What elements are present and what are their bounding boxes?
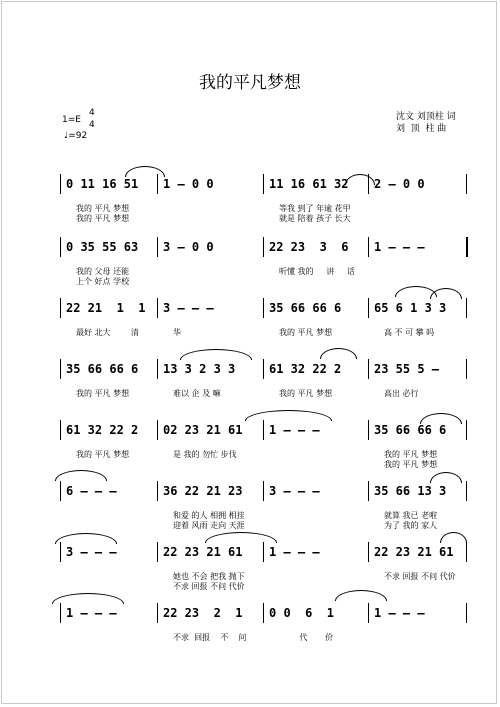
lyric-line-2: 我的 平凡 梦想 — [384, 460, 438, 469]
measure-notes: 3 – – – — [66, 545, 117, 559]
measure-notes: 6 – – – — [66, 484, 117, 498]
measure-notes: 1 – – – — [269, 545, 320, 559]
measure-notes: 02 23 21 61 — [163, 423, 243, 437]
measure-notes: 11 16 61 32 — [269, 177, 349, 191]
lyric-line-2: 我的 平凡 梦想 — [76, 214, 130, 223]
time-signature-bottom: 4 — [89, 120, 95, 130]
measure-notes: 1 – – – — [66, 606, 117, 620]
lyric-line-1: 我的 平凡 梦想 — [76, 389, 130, 398]
barline — [368, 420, 369, 440]
lyric-line-1: 她也 不会 把我 抛下 — [173, 572, 245, 581]
barline — [60, 420, 61, 440]
barline — [60, 542, 61, 562]
measure-notes: 35 66 66 6 — [269, 301, 342, 315]
lyric-line-1: 高 不 可 攀 吗 — [384, 328, 435, 337]
measure-notes: 0 0 6 1 — [269, 606, 335, 620]
lyric-line-1: 华 — [173, 328, 181, 337]
lyric-line-2: 不求 回报 不问 代价 — [173, 582, 245, 591]
time-signature-top: 4 — [89, 108, 95, 118]
measure-notes: 22 23 21 61 — [163, 545, 243, 559]
barline — [263, 542, 264, 562]
barline — [466, 603, 467, 623]
lyric-line-1: 难以 企 及 嘛 — [173, 389, 221, 398]
lyric-line-1: 我的 平凡 梦想 — [279, 389, 333, 398]
barline — [466, 359, 467, 379]
barline — [263, 298, 264, 318]
barline — [60, 481, 61, 501]
barline — [157, 542, 158, 562]
lyric-line-1: 我的 平凡 梦想 — [279, 328, 333, 337]
measure-notes: 22 23 21 61 — [374, 545, 454, 559]
measure-notes: 22 23 3 6 — [269, 240, 349, 254]
barline — [368, 542, 369, 562]
barline — [157, 603, 158, 623]
measure-notes: 1 – – – — [374, 606, 425, 620]
barline — [263, 237, 264, 257]
measure-notes: 35 66 66 6 — [66, 362, 139, 376]
barline — [466, 481, 467, 501]
lyric-line-1: 不求 回报 不问 代价 — [384, 572, 456, 581]
lyric-line-2: 上个 好点 学校 — [76, 277, 130, 286]
barline — [263, 174, 264, 194]
measure-notes: 36 22 21 23 — [163, 484, 243, 498]
lyric-line-1: 高出 必行 — [384, 389, 419, 398]
barline — [368, 481, 369, 501]
barline — [368, 603, 369, 623]
lyric-line-1: 我的 平凡 梦想 — [76, 450, 130, 459]
lyric-line-1: 最好 北大 清 — [76, 328, 139, 337]
measure-notes: 61 32 22 2 — [269, 362, 342, 376]
composer-credit: 刘 顶 柱 曲 — [396, 124, 447, 134]
lyric-line-1: 等我 到了 年逾 花甲 — [279, 204, 351, 213]
barline — [466, 420, 467, 440]
barline — [157, 420, 158, 440]
lyric-line-1: 和爱 的人 相拥 相挂 — [173, 511, 245, 520]
barline — [60, 298, 61, 318]
barline — [157, 298, 158, 318]
measure-notes: 3 – 0 0 — [163, 240, 214, 254]
barline — [157, 359, 158, 379]
measure-notes: 1 – – – — [374, 240, 425, 254]
measure-notes: 2 – 0 0 — [374, 177, 425, 191]
song-title: 我的平凡梦想 — [199, 73, 301, 93]
lyric-line-1: 不求 回报 不 问 — [173, 633, 247, 642]
measure-notes: 13 3 2 3 3 — [163, 362, 236, 376]
lyric-line-1: 代 价 — [279, 633, 334, 642]
lyric-line-2: 就是 陪着 孩子 长大 — [279, 214, 351, 223]
barline — [466, 298, 467, 318]
tempo-marking: ♩=92 — [64, 131, 88, 141]
barline — [263, 420, 264, 440]
measure-notes: 1 – 0 0 — [163, 177, 214, 191]
measure-notes: 35 66 13 3 — [374, 484, 447, 498]
measure-notes: 22 23 2 1 — [163, 606, 243, 620]
key-signature: 1=E — [62, 115, 81, 125]
lyric-line-1: 听懂 我的 讲 话 — [279, 267, 355, 276]
barline — [60, 359, 61, 379]
measure-notes: 61 32 22 2 — [66, 423, 139, 437]
lyric-line-1: 我的 父母 还能 — [76, 267, 130, 276]
measure-notes: 3 – – – — [269, 484, 320, 498]
barline — [368, 237, 369, 257]
barline — [466, 237, 468, 257]
barline — [466, 174, 467, 194]
measure-notes: 65 6 1 3 3 — [374, 301, 447, 315]
measure-notes: 22 21 1 1 — [66, 301, 146, 315]
barline — [263, 481, 264, 501]
barline — [60, 174, 61, 194]
measure-notes: 0 35 55 63 — [66, 240, 139, 254]
lyric-line-1: 是 我的 勿忙 步伐 — [173, 450, 237, 459]
lyricist-credit: 沈文 刘顶柱 词 — [396, 112, 456, 122]
lyric-line-2: 迎着 风雨 走向 天涯 — [173, 521, 245, 530]
barline — [263, 603, 264, 623]
measure-notes: 0 11 16 51 — [66, 177, 139, 191]
measure-notes: 1 – – – — [269, 423, 320, 437]
measure-notes: 35 66 66 6 — [374, 423, 447, 437]
measure-notes: 3 – – – — [163, 301, 214, 315]
barline — [263, 359, 264, 379]
barline — [157, 481, 158, 501]
lyric-line-1: 我的 平凡 梦想 — [76, 204, 130, 213]
lyric-line-1: 我的 平凡 梦想 — [384, 450, 438, 459]
lyric-line-2: 为了 我的 家人 — [384, 521, 438, 530]
lyric-line-1: 就算 我已 老啦 — [384, 511, 438, 520]
barline — [368, 298, 369, 318]
barline — [60, 237, 61, 257]
barline — [60, 603, 61, 623]
barline — [368, 359, 369, 379]
barline — [466, 542, 467, 562]
barline — [157, 237, 158, 257]
barline — [157, 174, 158, 194]
measure-notes: 23 55 5 – — [374, 362, 440, 376]
